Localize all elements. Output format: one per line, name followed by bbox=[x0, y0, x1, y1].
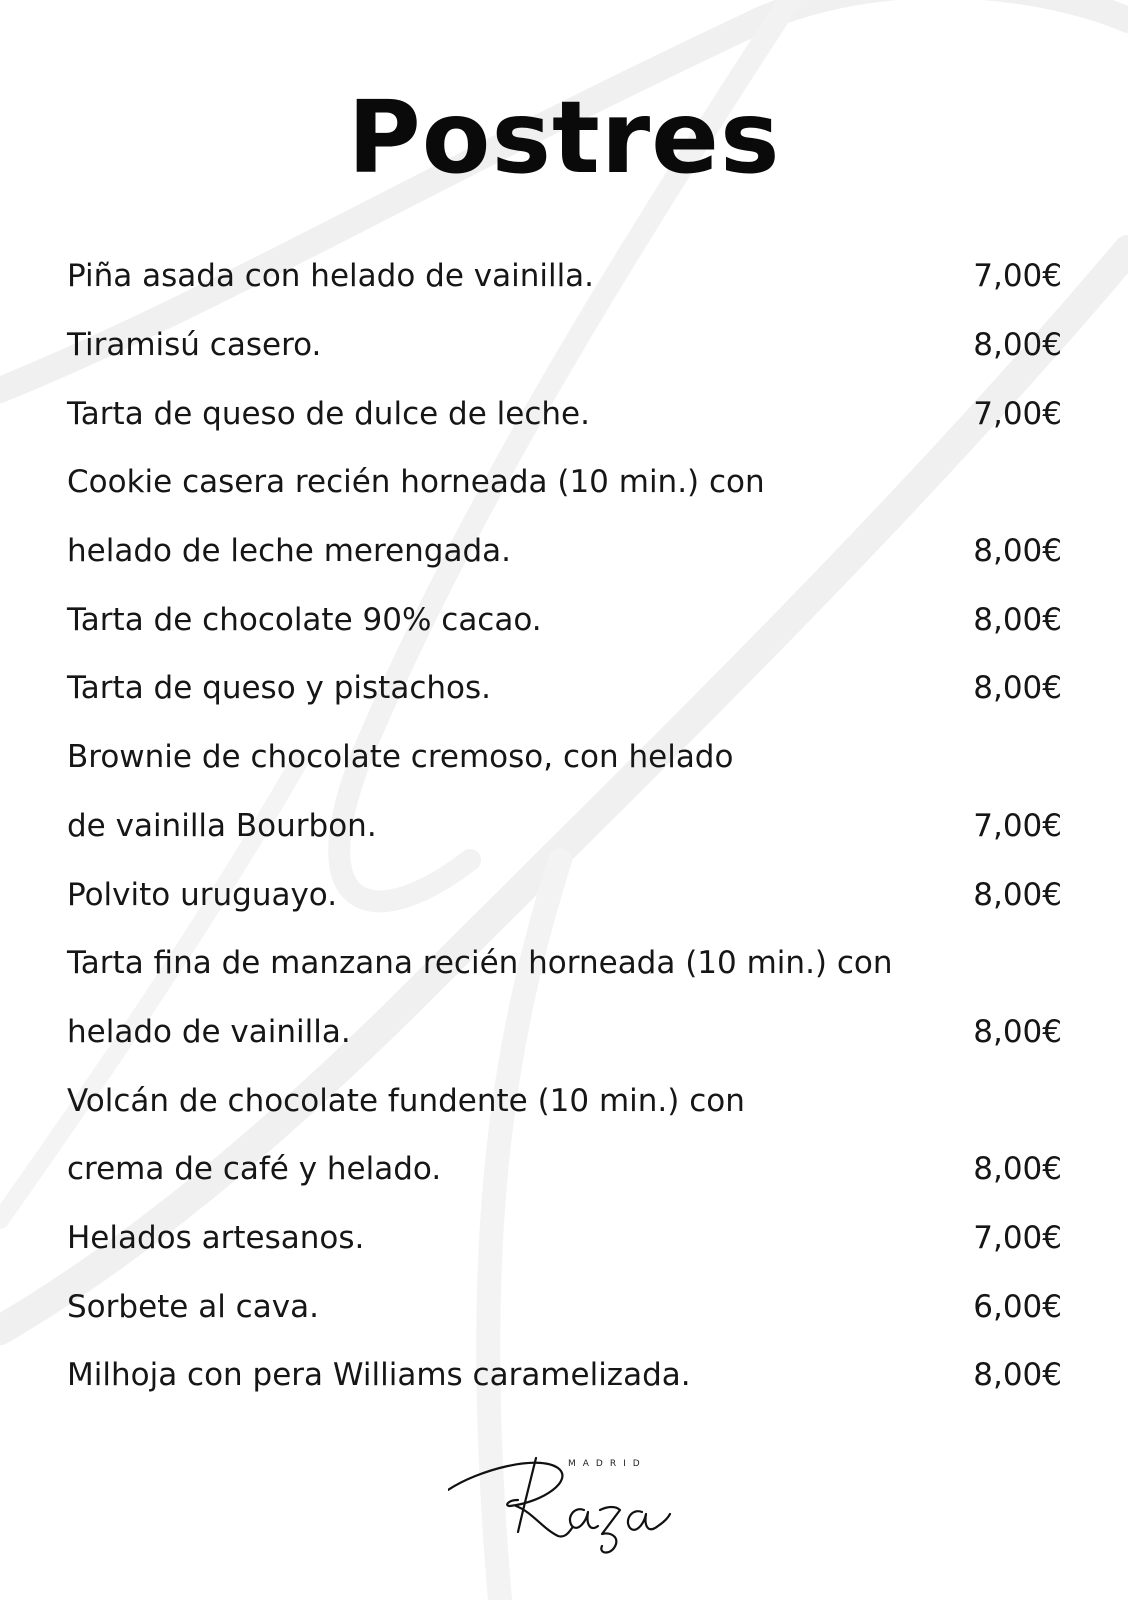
menu-item-price: 7,00€ bbox=[973, 807, 1062, 844]
menu-item-line bbox=[67, 654, 1062, 723]
menu-item-line bbox=[67, 242, 1062, 311]
menu-item-price: 8,00€ bbox=[973, 601, 1062, 638]
menu-item-line bbox=[67, 585, 1062, 654]
menu-item-price: 7,00€ bbox=[973, 1219, 1062, 1256]
menu-item-line bbox=[67, 379, 1062, 448]
menu-item-line bbox=[67, 1204, 1062, 1273]
page-title: Postres bbox=[347, 79, 781, 196]
menu-item-line bbox=[67, 860, 1062, 929]
menu-item-price: 8,00€ bbox=[973, 1151, 1062, 1188]
menu-item-line bbox=[67, 1341, 1062, 1410]
menu-item-name: helado de leche merengada. bbox=[67, 533, 511, 570]
menu-item-price: 6,00€ bbox=[973, 1288, 1062, 1325]
menu-item-price: 8,00€ bbox=[973, 1013, 1062, 1050]
logo-script-drawing bbox=[448, 1458, 670, 1553]
menu-item-name: Tarta de chocolate 90% cacao. bbox=[67, 601, 542, 638]
menu-item-price: 8,00€ bbox=[973, 670, 1062, 707]
menu-item-name: Helados artesanos. bbox=[67, 1219, 365, 1256]
menu-item-line bbox=[67, 311, 1062, 380]
menu-item-name: helado de vainilla. bbox=[67, 1013, 351, 1050]
menu-item-line bbox=[67, 517, 1062, 586]
menu-item-name: Tarta de queso de dulce de leche. bbox=[67, 395, 590, 432]
raza-logo-svg bbox=[448, 1440, 684, 1560]
menu-item-name: Tarta de queso y pistachos. bbox=[67, 670, 491, 707]
menu-item-line bbox=[67, 723, 1062, 792]
menu-item-line bbox=[67, 792, 1062, 861]
dessert-menu-list bbox=[67, 242, 1062, 1410]
menu-item-name: Cookie casera recién horneada (10 min.) con bbox=[67, 464, 765, 501]
menu-item-name: Tiramisú casero. bbox=[67, 327, 322, 364]
menu-item-price: 8,00€ bbox=[973, 533, 1062, 570]
menu-item-price: 8,00€ bbox=[973, 1357, 1062, 1394]
menu-item-name: Polvito uruguayo. bbox=[67, 876, 338, 913]
menu-item-line bbox=[67, 1135, 1062, 1204]
menu-item-price: 8,00€ bbox=[973, 327, 1062, 364]
menu-item-name: Tarta fina de manzana recién horneada (10 min.) con bbox=[67, 945, 893, 982]
menu-item-line bbox=[67, 1066, 1062, 1135]
logo-tagline: MADRID bbox=[568, 1459, 647, 1469]
menu-item-price: 7,00€ bbox=[973, 258, 1062, 295]
raza-logo bbox=[448, 1440, 684, 1560]
menu-item-line bbox=[67, 929, 1062, 998]
menu-item-name: de vainilla Bourbon. bbox=[67, 807, 377, 844]
menu-item-line bbox=[67, 1272, 1062, 1341]
menu-item-name: Sorbete al cava. bbox=[67, 1288, 319, 1325]
menu-item-line bbox=[67, 448, 1062, 517]
menu-item-name: Milhoja con pera Williams caramelizada. bbox=[67, 1357, 691, 1394]
menu-item-price: 7,00€ bbox=[973, 395, 1062, 432]
menu-item-name: crema de café y helado. bbox=[67, 1151, 442, 1188]
menu-item-name: Volcán de chocolate fundente (10 min.) con bbox=[67, 1082, 745, 1119]
menu-item-price: 8,00€ bbox=[973, 876, 1062, 913]
menu-item-line bbox=[67, 998, 1062, 1067]
menu-item-name: Brownie de chocolate cremoso, con helado bbox=[67, 739, 734, 776]
menu-item-name: Piña asada con helado de vainilla. bbox=[67, 258, 595, 295]
